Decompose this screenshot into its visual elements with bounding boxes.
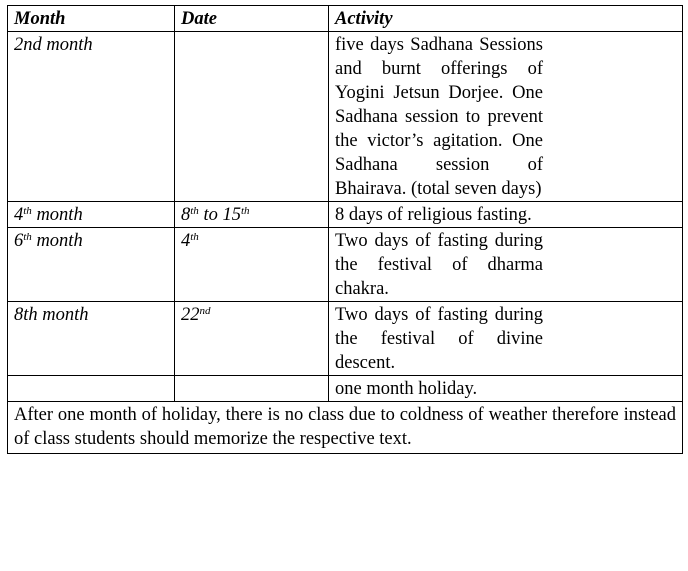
date-ordinal-suffix: th xyxy=(190,231,199,243)
month-ordinal-suffix: th xyxy=(23,205,32,217)
column-header-activity: Activity xyxy=(329,6,683,32)
month-label: month xyxy=(31,231,83,251)
table-row xyxy=(8,302,683,376)
column-header-date: Date xyxy=(175,6,329,32)
activity-cell xyxy=(329,202,683,228)
month-cell xyxy=(8,228,175,302)
activity-text: five days Sadhana Sessions and burnt offerings of Yogini Jetsun Dorjee. One Sadhana session to prevent the victor’s agitation. One Sadhana session of Bhairava. (total seven days) xyxy=(335,35,543,199)
activity-cell xyxy=(329,302,683,376)
activity-text: one month holiday. xyxy=(335,379,478,399)
table-row xyxy=(8,202,683,228)
date-end-suffix: th xyxy=(240,205,250,217)
activity-text: Two days of fasting during the festival of divine descent. xyxy=(335,305,543,373)
month-cell: 8th month xyxy=(8,302,175,376)
activity-cell xyxy=(329,32,683,202)
date-number: 4 xyxy=(181,231,191,251)
date-cell xyxy=(175,376,329,402)
date-cell xyxy=(175,228,329,302)
footer-note: After one month of holiday, there is no class due to coldness of weather therefore instead of class students should memorize the respective text. xyxy=(8,402,683,454)
month-cell xyxy=(8,202,175,228)
date-range-end: to 15 xyxy=(198,205,241,225)
month-number: 6 xyxy=(14,231,24,251)
activity-cell xyxy=(329,376,683,402)
date-number: 22 xyxy=(181,305,200,325)
activity-text: Two days of fasting during the festival of dharma chakra. xyxy=(335,231,543,299)
table-row xyxy=(8,32,683,202)
date-cell xyxy=(175,302,329,376)
activity-cell xyxy=(329,228,683,302)
month-cell: 2nd month xyxy=(8,32,175,202)
month-cell xyxy=(8,376,175,402)
date-start-suffix: th xyxy=(190,205,199,217)
column-header-month: Month xyxy=(8,6,175,32)
date-cell xyxy=(175,32,329,202)
date-start: 8 xyxy=(181,205,191,225)
activity-text: 8 days of religious fasting. xyxy=(335,205,532,225)
table-row xyxy=(8,228,683,302)
month-label: month xyxy=(31,205,83,225)
schedule-table xyxy=(7,5,683,454)
month-ordinal-suffix: th xyxy=(23,231,32,243)
month-number: 4 xyxy=(14,205,24,225)
footer-row xyxy=(8,402,683,454)
header-row xyxy=(8,6,683,32)
date-cell xyxy=(175,202,329,228)
date-ordinal-suffix: nd xyxy=(199,305,211,317)
table-row xyxy=(8,376,683,402)
